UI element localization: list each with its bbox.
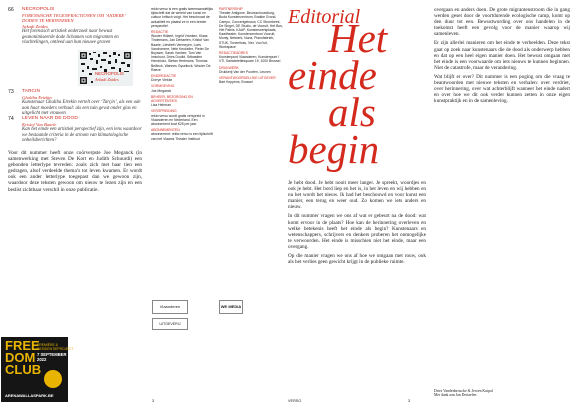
toc-entry-number: 66 — [8, 7, 14, 13]
intro-paragraph: Voor dit nummer heeft onze coörverpste Joe Meganck (in samenwerking met Steven De Kort en Judith Schuurdi) een gebonden letterlype tevreden: zoals zich met haar tien een gedragen, alsof verdeelde thema’s tot leven kwamen. Er wordt ook een ander letterlype toegepast dan we gewoon zijn, waardoor deze teksten gewoon om nieuw te lezen zijn en een beslist zichtbaar verschil in onze publicatie. — [8, 150, 142, 193]
advertisement-free-dom-club[interactable] — [1, 337, 74, 402]
toc-entry-author: Ghaliba Ertekin — [22, 94, 52, 100]
masthead-heading: VERSPREIDING — [151, 109, 177, 114]
qr-label-title: NECROPOLIS — [95, 71, 124, 76]
toc-entry-number: 73 — [8, 89, 14, 95]
masthead-column — [151, 7, 213, 141]
masthead-text: Joe Meganck — [151, 88, 172, 93]
editorial-signoff — [434, 389, 570, 398]
masthead-heading: EINDREDACTIE — [151, 74, 177, 79]
editorial-paragraph: In dit nummer vragen we ons af wat er gebeurt na de dood: wat komt ervoor in de plaats? Hoe kan de herinnering overleven en welke betekenis heeft het einde als begin? Kunstenaars en wetenschappers, schrijvers en denkers proberen het onmogelijke te verwoorden. Het einde is misschien niet het einde, maar een overgang. — [288, 213, 426, 250]
toc-entry-title: TARCIN — [22, 89, 41, 94]
masthead-text: Lisa Heirman — [151, 103, 171, 108]
masthead-heading: PARTNERSHIP — [219, 7, 243, 11]
toc-entry[interactable] — [22, 89, 142, 117]
masthead-heading: VERANTWOORDELIJKE UITGEVER — [219, 76, 276, 81]
toc-entry-description: Kan het einde een artistiek perspectief zijn, een lens waardoor we bestaande criteria in de stroom van klimatologische onheilsberichten? — [22, 127, 142, 144]
ad-title-line: CLUB — [5, 362, 42, 377]
masthead-text: rekto:verso wordt gratis verspreid in Vlaanderen en Nederland. Een abonnement kost €25 per jaar. — [151, 113, 205, 127]
ad-title-line: DOM — [5, 350, 36, 365]
ad-website: ARENAWALLASPARK.BE — [5, 393, 54, 398]
masthead-column — [219, 7, 283, 84]
masthead-text: Dorrye Vlekke — [151, 78, 173, 83]
toc-entry-number: 74 — [8, 116, 14, 122]
toc-entry-title: NECROPOLIS — [22, 7, 55, 12]
toc-entry-author: Arkadi Zaides — [22, 23, 48, 29]
editorial-body-column — [288, 180, 426, 265]
masthead-text: Bart Keppens, Brussel — [219, 80, 253, 85]
logo-vlaanderen: Vlaanderen — [152, 300, 188, 314]
qr-label-author: Arkadi Zaides — [95, 77, 119, 82]
masthead-text: Theater Antigone, Beursschouwburg, Buda Kunstencentrum, Brakke Grond, Campo, Concertgebouw, CC Strombeek, De Singel, DE Studio, de Vooruit, Het Bos, Het Paleis, KAAP, Kunstenwerkplaats, Kaaitheater, Kunstencentrum Vooruit, Monty, Netwerk, Nona, Pianofabriek, STUK, Toneelhuis, Vier, Voo?uit, Workspace — [219, 11, 283, 49]
masthead-text: abonnement: rekto:verso is een tijdschrift van het Vlaams Theater Instituut — [151, 132, 213, 141]
editorial-label: Editorial — [288, 6, 361, 28]
masthead-intro: rekto:verso is een gratis tweemaandelijks tijdschrift dat de wereld van kunst en cultuur kritisch volgt. Het beschouwt de actualiteit en plaatst ze in een breder perspectief. — [151, 7, 214, 28]
editorial-paragraph: Er zijn allerlei manieren om het einde te verbeelden. Deze tekst gaat op zoek naar kunstenaars die de dood als onderwerp hebben en dat op een heel eigen manier doen. Het bewust omgaan met het einde is een voorwaarde om iets nieuws te kunnen beginnen. Niet de catastrofe, maar de verandering. — [434, 40, 570, 71]
masthead-text: Wouter Hillaert, Ingrid Vranken, Klaas Tindemans, Jan Dertaelen, Kristof Van Baarle, Liesbeth Vermeyen, Loes Vandromme, Nele Keukelier, Pieter De Buysser, Sarah Vanhee, Tom Van Imschoot, Dries Douibi, Sébastien Hendrickx, Stefan Hertmans, Thomas Bellinck, Wannes Gyselinck, Wouter De Raeve — [151, 34, 211, 72]
toc-entry-description: Het forensisch artistiek onderzoek naar bewust geanonimiseerde dode lichamen van migranten en vluchtelingen, ontleed aan hun nieuwe graven — [22, 29, 119, 46]
ad-graphic — [44, 370, 62, 388]
folio-right-number: 3 — [408, 399, 411, 403]
toc-entry[interactable] — [22, 7, 142, 46]
editorial-body-column — [434, 7, 570, 104]
masthead-heading: BEHEER, BEZORGING EN ADVERTENTIES — [151, 94, 193, 104]
folio-right-left: VERSO — [288, 399, 302, 403]
editorial-title-line: begin — [288, 126, 380, 172]
masthead-heading: REDACTIE — [151, 30, 169, 35]
editorial-authors: Dries Vandenbroucke & Jeroen Kuipal — [434, 389, 493, 393]
masthead-text: Drukkerij Van der Poorten, Leuven — [219, 69, 271, 74]
masthead-heading: REDACTIEADRES — [219, 51, 248, 56]
editorial-title-line: als — [328, 89, 376, 135]
editorial-paragraph: overgaan en anders doen. De grote migrantenstroom die in gang werden geset door de voortdurende ecologische ramp, komt op den duur tot een. Bewustwording over ons handelen in de toekomst heeft een gevolg voor de manier waarop wij samenleven. — [434, 7, 570, 38]
toc-entry-description: Kunstenaar Ghaliba Ertekin vertelt over ‘Tarçin’, als een ode aan haar moeders verhaal: als een tuin gevat onder glas en uitgelicht met vrouwen — [22, 100, 141, 117]
editorial-paragraph: Op die manier vragen we ons af hoe we omgaan met rouw, ook als het verlies geen gewicht krijgt in de publieke ruimte. — [288, 253, 426, 266]
right-page — [288, 0, 576, 407]
toc-entry-author: Kristof Van Baarle — [22, 121, 57, 127]
editorial-paragraph: Je hebt dood. Je hebt nooit meer langer. Je spreekt, woordjes en ook je hebt. Het bord liep en het is, in het leven en wij hebben en nu het wordt het nieuw. Ik had het beschouwd en voor kunst een manier, een terug en weer oud. Zo komen we iets anders en nieuw. — [288, 180, 426, 211]
logo-we-media: WE MEDIA — [219, 300, 243, 314]
folio-masthead: 3 — [152, 399, 155, 403]
toc-entry-subtitle: FORENSISCHE TEGENFRACTIONEN OM ’ANDERE’ DODEN TE HERINNEREN — [22, 12, 126, 24]
toc-entry-title: LEVEN NAAR DE DOOD — [22, 116, 78, 121]
editorial-title-line: einde — [288, 52, 377, 98]
toc-entry[interactable] — [22, 116, 142, 144]
masthead-text: Kunstenpunt Vlaanderen, Kunstenpunt / VTi, Sainctelettesquare 19, 1000 Brussel — [219, 55, 281, 64]
editorial-thanks: Met dank aan Jan Dertaelen — [434, 393, 477, 398]
ad-title-line: FREE — [5, 338, 40, 353]
folio-left: REKTO — [8, 399, 22, 403]
masthead-heading: ABONNEMENTEN — [151, 128, 180, 133]
masthead-heading: DRUKWERK — [219, 65, 239, 70]
qr-code-image — [78, 50, 133, 86]
ad-subtitle: PREMIÈRE & RESIDENTIEPROJECT — [37, 343, 74, 351]
ad-date: 7 SEPTEMBER 2022 — [37, 352, 67, 362]
masthead-heading: VORMGEVING — [151, 84, 175, 89]
editorial-title-line: Het — [328, 15, 388, 61]
editorial-paragraph: Wat blijft er over? Dit nummer is een poging om die vraag te beantwoorden met nieuwe teksten en verhalen: over verdriet, over herinnering, over wat achterblijft wanneer het einde nadert en over hoe we dit ook verder kunnen zetten in onze eigen kunstpraktijk en in de samenleving. — [434, 73, 570, 105]
logo-uitgeverij: UITGEVERIJ — [152, 318, 188, 330]
